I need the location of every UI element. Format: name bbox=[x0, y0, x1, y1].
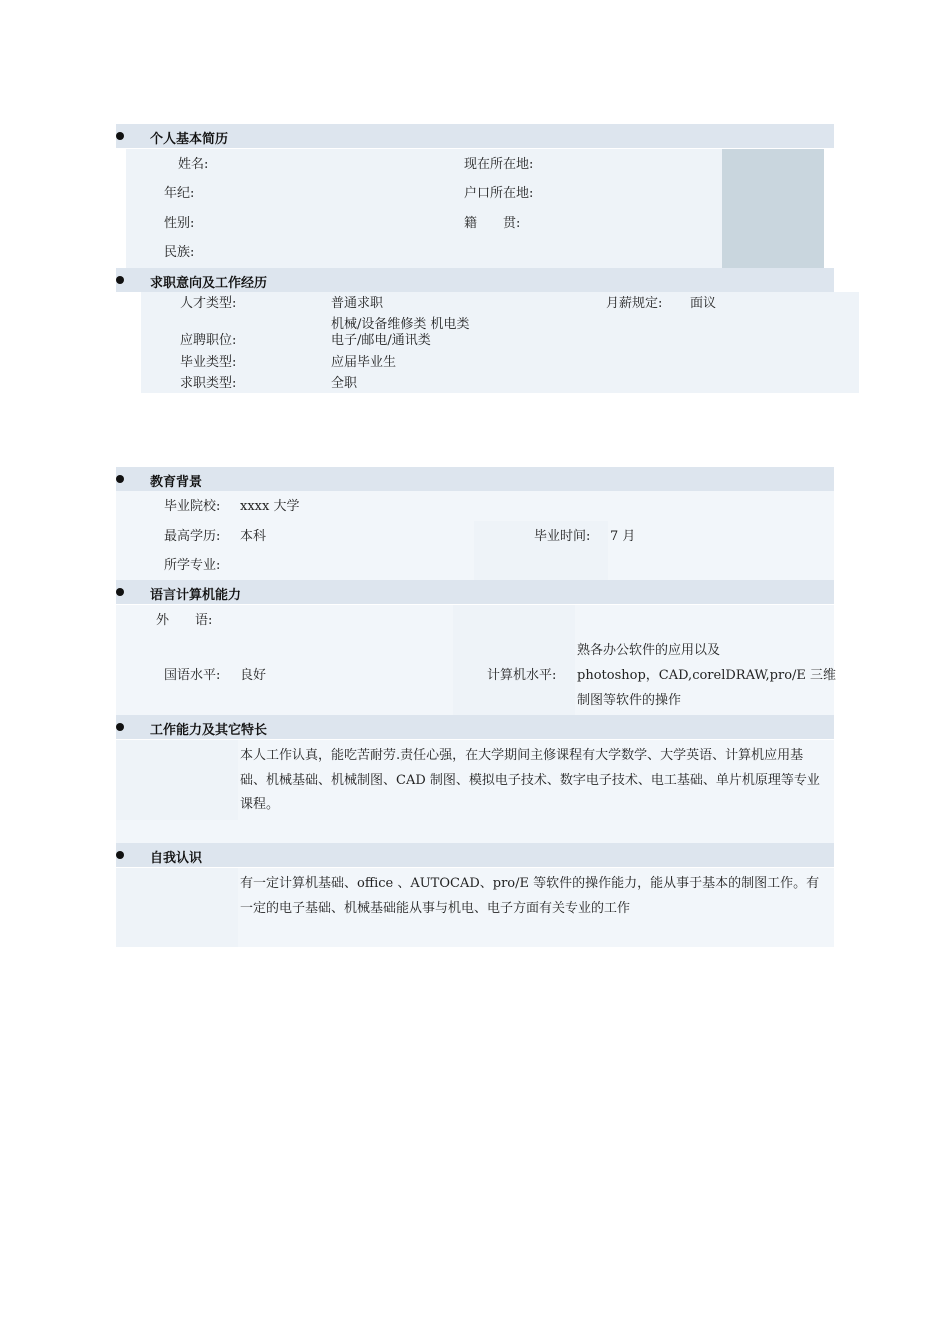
talent-type-label: 人才类型: bbox=[180, 296, 237, 311]
mandarin-label: 国语水平: bbox=[164, 668, 221, 683]
bullet-icon bbox=[116, 588, 124, 596]
section-title: 语言计算机能力 bbox=[150, 588, 242, 603]
bullet-icon bbox=[116, 851, 124, 859]
salary-label: 月薪规定: bbox=[606, 296, 663, 311]
photo-placeholder bbox=[722, 149, 824, 268]
ability-label-cell bbox=[116, 740, 238, 820]
school-value: xxxx 大学 bbox=[240, 499, 300, 514]
computer-value-line3: 制图等软件的操作 bbox=[577, 693, 682, 708]
language-cell bbox=[453, 605, 575, 715]
ability-text: 本人工作认真，能吃苦耐劳.责任心强，在大学期间主修课程有大学数学、大学英语、计算机应用基础、机械基础、机械制图、CAD 制图、模拟电子技术、数字电子技术、电工基础、单片机原理等专业课程。 bbox=[240, 748, 820, 812]
job-type-label: 求职类型: bbox=[180, 376, 237, 391]
gender-label: 性别: bbox=[164, 216, 195, 231]
section-header-intent bbox=[116, 268, 834, 292]
grad-type-label: 毕业类型: bbox=[180, 355, 237, 370]
school-label: 毕业院校: bbox=[164, 499, 221, 514]
self-text: 有一定计算机基础、office 、AUTOCAD、pro/E 等软件的操作能力，能从事于基本的制图工作。有一定的电子基础、机械基础能从事与机电、电子方面有关专业的工作 bbox=[240, 876, 820, 916]
section-header-self bbox=[116, 843, 834, 867]
salary-value: 面议 bbox=[690, 296, 717, 311]
grad-type-value: 应届毕业生 bbox=[331, 355, 397, 370]
bullet-icon bbox=[116, 723, 124, 731]
degree-label: 最高学历: bbox=[164, 529, 221, 544]
bullet-icon bbox=[116, 475, 124, 483]
hukou-label: 户口所在地: bbox=[464, 186, 534, 201]
personal-info-panel bbox=[126, 149, 722, 268]
section-title: 个人基本简历 bbox=[150, 132, 229, 147]
grad-time-label: 毕业时间: bbox=[534, 529, 591, 544]
computer-value-line1: 熟各办公软件的应用以及 bbox=[577, 643, 721, 658]
bullet-icon bbox=[116, 276, 124, 284]
section-header-ability bbox=[116, 715, 834, 739]
section-header-language bbox=[116, 580, 834, 604]
job-type-value: 全职 bbox=[331, 376, 358, 391]
section-title: 工作能力及其它特长 bbox=[150, 723, 268, 738]
mandarin-value: 良好 bbox=[240, 668, 267, 683]
position-label: 应聘职位: bbox=[180, 333, 237, 348]
section-title: 求职意向及工作经历 bbox=[150, 276, 268, 291]
origin-label: 籍 贯: bbox=[464, 216, 521, 231]
grad-time-value: 7 月 bbox=[610, 529, 636, 544]
major-label: 所学专业: bbox=[164, 558, 221, 573]
job-intent-panel bbox=[141, 292, 859, 393]
position-value-line1: 机械/设备维修类 机电类 bbox=[331, 317, 470, 332]
section-title: 自我认识 bbox=[150, 851, 203, 866]
name-label: 姓名: bbox=[178, 157, 209, 172]
age-label: 年纪: bbox=[164, 186, 195, 201]
talent-type-value: 普通求职 bbox=[331, 296, 384, 311]
section-title: 教育背景 bbox=[150, 475, 203, 490]
position-value-line2: 电子/邮电/通讯类 bbox=[331, 333, 431, 348]
location-label: 现在所在地: bbox=[464, 157, 534, 172]
computer-value-line2: photoshop，CAD,corelDRAW,pro/E 三维 bbox=[577, 668, 837, 683]
degree-value: 本科 bbox=[240, 529, 267, 544]
section-header-personal bbox=[116, 124, 834, 148]
ethnicity-label: 民族: bbox=[164, 245, 195, 260]
self-label-cell bbox=[116, 868, 238, 947]
bullet-icon bbox=[116, 132, 124, 140]
section-header-education bbox=[116, 467, 834, 491]
computer-label: 计算机水平: bbox=[487, 668, 557, 683]
foreign-language-label: 外 语: bbox=[156, 613, 213, 628]
